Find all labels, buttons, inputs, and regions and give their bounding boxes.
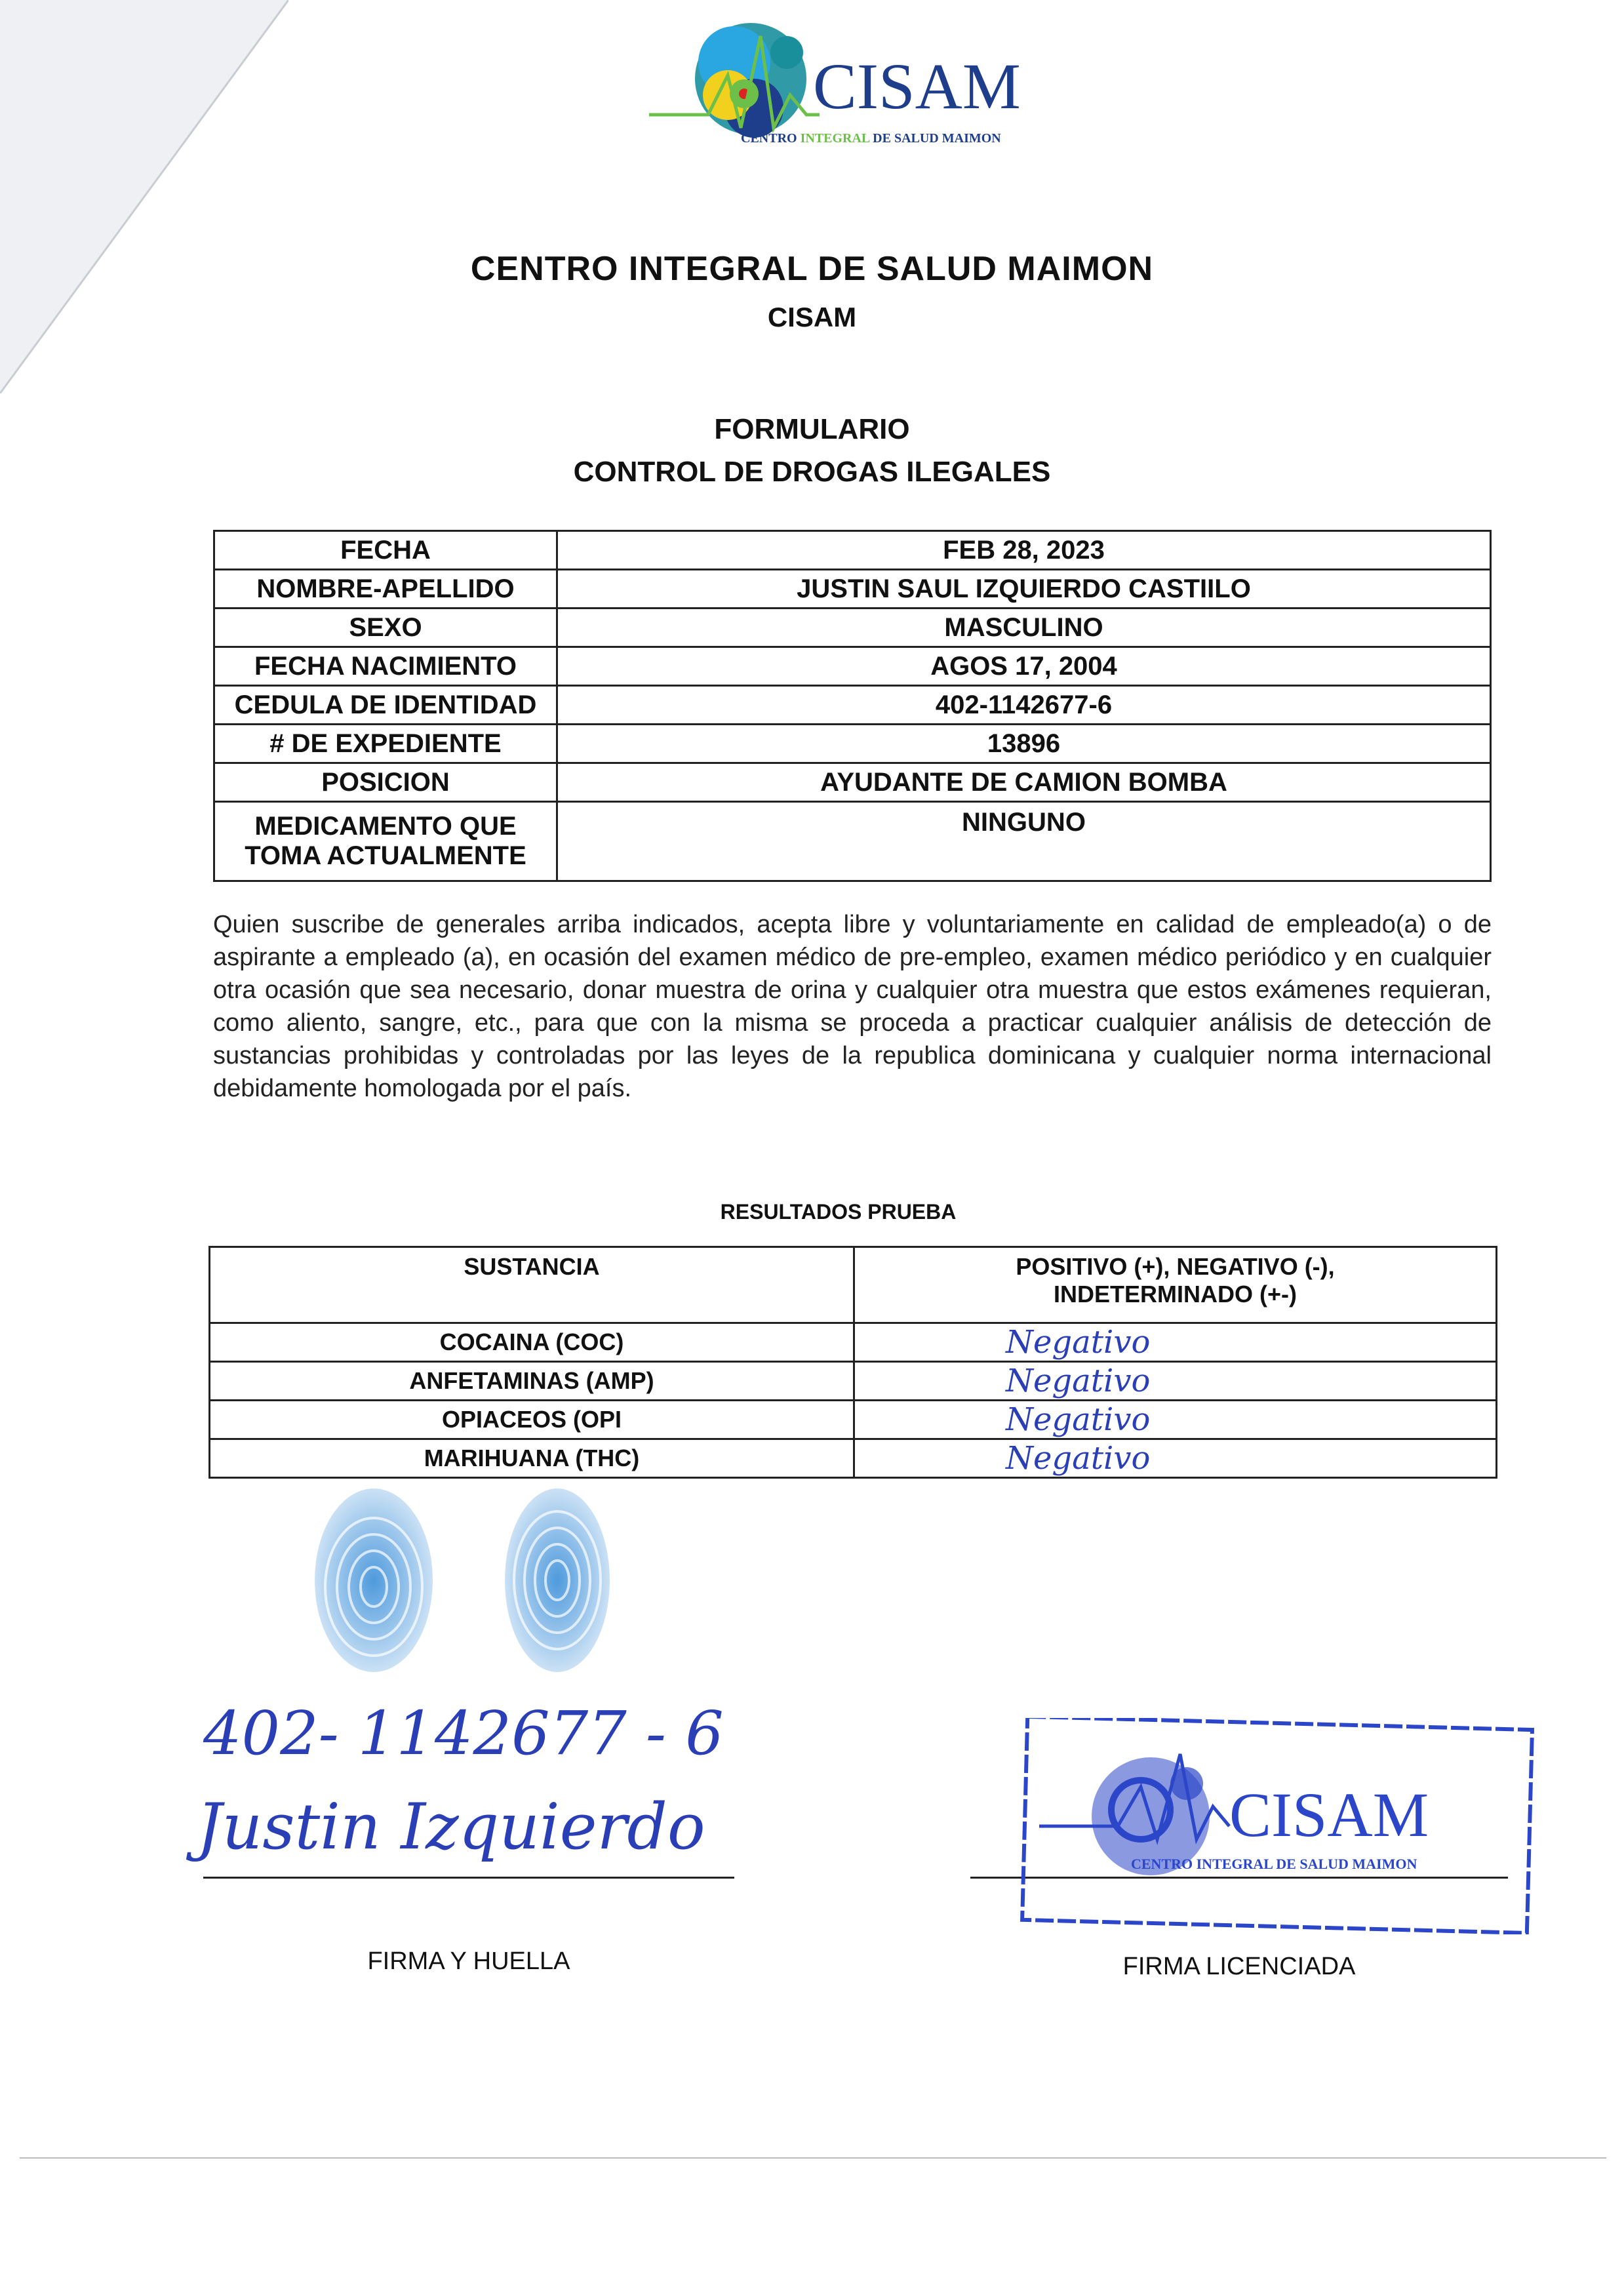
results-table [208,1246,1497,1479]
table-row [210,1323,1497,1362]
row-value: AGOS 17, 2004 [557,647,1491,686]
row-label [214,802,557,881]
fingerprint-left [308,1482,439,1679]
signature-line-left [203,1877,734,1879]
row-label-line1: MEDICAMENTO QUE [254,812,517,841]
row-label: POSICION [214,763,557,802]
cisam-stamp [1020,1718,1537,1934]
row-value: NINGUNO [557,802,1491,881]
row-value: AYUDANTE DE CAMION BOMBA [557,763,1491,802]
table-row [214,647,1491,686]
stamp-text: CISAM [1229,1780,1429,1850]
substance-cell: OPIACEOS (OPI [210,1401,854,1439]
fingerprint-right [498,1482,616,1679]
svg-text:CENTRO INTEGRAL DE SALUD MAIMO: CENTRO INTEGRAL DE SALUD MAIMON [741,131,1001,146]
column-header-substance: SUSTANCIA [210,1247,854,1323]
table-row [214,686,1491,725]
paper-fold-edge [0,0,288,393]
result-cell: Negativo [854,1401,1497,1439]
row-value: JUSTIN SAUL IZQUIERDO CASTIILO [557,570,1491,609]
substance-cell: MARIHUANA (THC) [210,1439,854,1478]
table-header-row [210,1247,1497,1323]
consent-paragraph: Quien suscribe de generales arriba indicados, acepta libre y voluntariamente en calidad de empleado(a) o de aspirante a empleado (a), en ocasión del examen médico de pre-empleo, examen médico periódico y en cualquier otra ocasión que sea necesario, donar muestra de orina y cualquier otra muestra que estos exámenes requieran, como aliento, sangre, etc., para que con la misma se proceda a practicar cualquier análisis de detección de sustancias prohibidas y controladas por las leyes de la republica dominicana y cualquier norma internacional debidamente homologada por el país. [213,911,1492,1102]
column-header-result-line2: INDETERMINADO (+-) [1054,1281,1297,1307]
result-cell: Negativo [854,1439,1497,1478]
column-header-result [854,1247,1497,1323]
table-row [214,531,1491,570]
row-value: 13896 [557,725,1491,763]
table-row [214,609,1491,647]
patient-info-table [213,530,1492,882]
row-label: CEDULA DE IDENTIDAD [214,686,557,725]
table-row [214,763,1491,802]
column-header-result-line1: POSITIVO (+), NEGATIVO (-), [1016,1253,1335,1280]
row-value: 402-1142677-6 [557,686,1491,725]
caption-firma-licenciada: FIRMA LICENCIADA [1122,1953,1356,1980]
row-label: FECHA NACIMIENTO [214,647,557,686]
row-label: FECHA [214,531,557,570]
handwritten-signature: Justin Izquierdo [197,1790,705,1864]
form-title: FORMULARIO [714,413,910,445]
document-title: CENTRO INTEGRAL DE SALUD MAIMON [470,250,1154,288]
form-subtitle: CONTROL DE DROGAS ILEGALES [573,456,1051,488]
table-row [210,1401,1497,1439]
cisam-logo [649,16,1069,167]
row-label: NOMBRE-APELLIDO [214,570,557,609]
row-value: MASCULINO [557,609,1491,647]
logo-text: CISAM [813,50,1021,123]
row-label: # DE EXPEDIENTE [214,725,557,763]
substance-cell: COCAINA (COC) [210,1323,854,1362]
result-cell: Negativo [854,1323,1497,1362]
stamp-subtext: CENTRO INTEGRAL DE SALUD MAIMON [1131,1856,1417,1872]
results-title: RESULTADOS PRUEBA [720,1200,957,1224]
table-row [214,570,1491,609]
row-label-line2: TOMA ACTUALMENTE [245,841,526,870]
result-cell: Negativo [854,1362,1497,1401]
table-row [214,802,1491,881]
table-row [210,1439,1497,1478]
row-value: FEB 28, 2023 [557,531,1491,570]
handwritten-id-number: 402- 1142677 - 6 [203,1698,724,1768]
row-label: SEXO [214,609,557,647]
caption-firma-huella: FIRMA Y HUELLA [367,1947,570,1975]
table-row [214,725,1491,763]
substance-cell: ANFETAMINAS (AMP) [210,1362,854,1401]
document-subtitle: CISAM [767,302,857,332]
page-bottom-divider [20,2157,1606,2159]
table-row [210,1362,1497,1401]
